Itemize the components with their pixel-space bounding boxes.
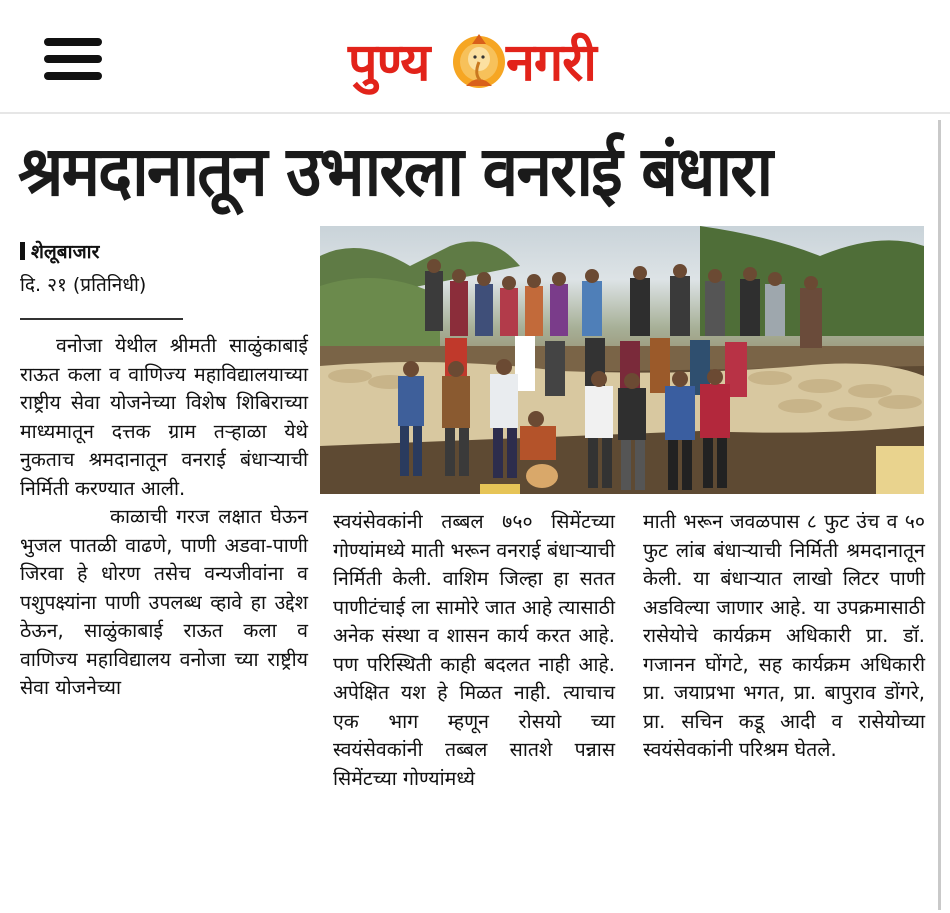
article-headline: श्रमदानातून उभारला वनराई बंधारा [18,132,772,212]
hamburger-menu-icon[interactable] [44,38,102,80]
dateline-place-text: शेलूबाजार [31,241,100,263]
volunteers-group-photo [320,226,924,494]
article-column-3 [643,508,925,765]
ganesha-emblem-icon [452,32,506,94]
article-column-1 [20,332,308,703]
article-paragraph: माती भरून जवळपास ८ फुट उंच व ५० फुट लांब बंधाऱ्याची निर्मिती श्रमदानातून केली. या बंधाऱ्यात लाखो लिटर पाणी अडविल्या जाणार आहे. या उपक्रमासाठी रासेयोचे कार्यक्रम अधिकारी प्रा. डॉ. गजानन घोंगटे, सह कार्यक्रम अधिकारी प्रा. जयाप्रभा भगत, प्रा. बापुराव डोंगरे, प्रा. सचिन कडू आदी व रासेयोच्या स्वयंसेवकांनी परिश्रम घेतले. [643,510,925,761]
logo-text-right: नगरी [506,33,596,93]
dateline-rule [20,318,183,320]
article-paragraph: स्वयंसेवकांनी तब्बल ७५० सिमेंटच्या गोण्यांमध्ये माती भरून वनराई बंधाऱ्याची निर्मिती केली. वाशिम जिल्हा हा सतत पाणीटंचाई ला सामोरे जात आहे त्यासाठी अनेक संस्था व शासन कार्य करत आहे. पण परिस्थिती काही बदलत नाही आहे. अपेक्षित यश हे मिळत नाही. त्याचाच एक भाग म्हणून रोसयो च्या स्वयंसेवकांनी तब्बल सातशे पन्नास सिमेंटच्या गोण्यांमध्ये [333,510,615,790]
masthead [0,0,950,112]
article-paragraph: काळाची गरज लक्षात घेऊन भुजल पातळी वाढणे, पाणी अडवा-पाणी जिरवा हे धोरण तसेच वन्यजीवांना व पशुपक्ष्यांना पाणी उपलब्ध व्हावे हा उद्देश ठेऊन, साळुंकाबाई राऊत कला व वाणिज्य महाविद्यालय वनोजा च्या राष्ट्रीय सेवा योजनेच्या [20,505,308,699]
dateline-bar [20,242,25,260]
photo-illustration [320,226,924,494]
header-divider [0,112,950,114]
article-column-2 [333,508,615,793]
logo-text-left: पुण्य [348,33,430,93]
dateline-place [20,240,99,264]
page-border [938,120,941,910]
article-paragraph: वनोजा येथील श्रीमती साळुंकाबाई राऊत कला व वाणिज्य महाविद्यालयाच्या राष्ट्रीय सेवा योजनेच्या विशेष शिबिराच्या माध्यमातून दत्तक ग्राम तऱ्हाळा येथे नुकताच श्रमदानातून वनराई बंधाऱ्याची निर्मिती करण्यात आली. [20,334,308,500]
newspaper-logo[interactable] [348,24,638,104]
dateline-date: दि. २१ (प्रतिनिधी) [20,274,147,296]
